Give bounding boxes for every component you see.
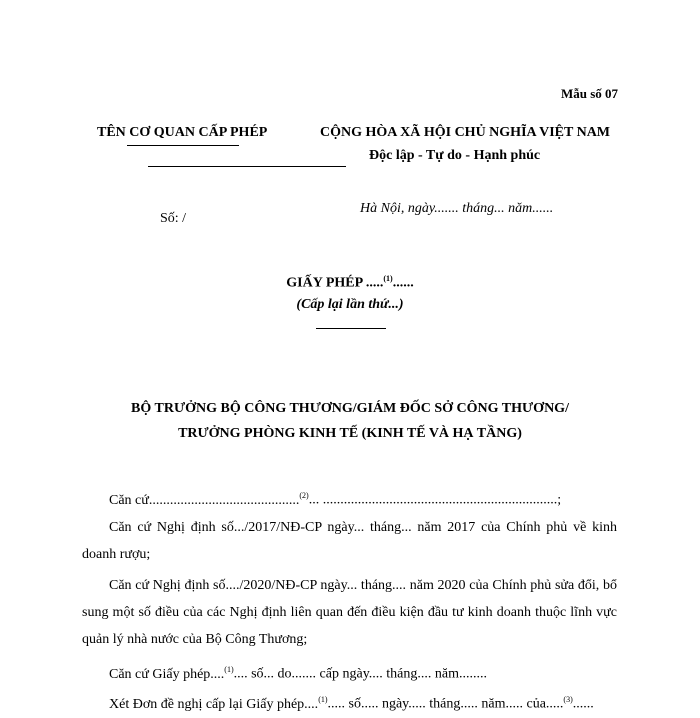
consideration-paragraph: [82, 686, 617, 718]
basis-paragraph-1: [82, 482, 617, 514]
p3-text: Căn cứ Nghị định số..../2020/NĐ-CP ngày... tháng.... năm 2020 của Chính phủ sửa đổi, bổ sung một số điều của các Nghị định liên quan đến điều kiện đầu tư kinh doanh thuộc lĩnh vực quản lý nhà nước của Bộ Công Thương;: [82, 578, 617, 647]
title-text: GIẤY PHÉP .....: [286, 275, 384, 291]
document-title: [0, 274, 700, 292]
p5-text-c: ......: [572, 696, 594, 712]
p5-footnote-2: (3): [563, 695, 573, 704]
p1-text-b: ... ...................................................................;: [308, 492, 562, 508]
title-footnote: (1): [383, 274, 393, 283]
national-motto: Độc lập - Tự do - Hạnh phúc: [369, 148, 541, 163]
basis-paragraph-2: [82, 514, 617, 568]
document-subtitle: (Cấp lại lần thứ...): [296, 297, 404, 312]
title-suffix: ......: [392, 275, 414, 291]
agency-rule: [148, 166, 346, 167]
p2-text: Căn cứ Nghị định số.../2017/NĐ-CP ngày... tháng... năm 2017 của Chính phủ về kinh doanh rượu;: [82, 520, 617, 562]
authority-line-1: BỘ TRƯỞNG BỘ CÔNG THƯƠNG/GIÁM ĐỐC SỞ CÔNG THƯƠNG/: [131, 401, 569, 416]
agency-underline: [127, 145, 239, 146]
issuing-authority: [0, 396, 700, 446]
document-number: Số: /: [160, 211, 187, 226]
p1-footnote: (2): [299, 491, 309, 500]
p5-text-a: Xét Đơn đề nghị cấp lại Giấy phép....: [109, 696, 319, 712]
basis-paragraph-3: [82, 572, 617, 653]
title-rule: [316, 328, 386, 329]
p5-text-b: ..... số..... ngày..... tháng..... năm..... của.....: [327, 696, 564, 712]
p4-text-a: Căn cứ Giấy phép....: [109, 666, 225, 682]
p1-text-a: Căn cứ...........................................: [109, 492, 300, 508]
authority-line-2: TRƯỞNG PHÒNG KINH TẾ (KINH TẾ VÀ HẠ TẦNG): [178, 426, 522, 441]
agency-name: TÊN CƠ QUAN CẤP PHÉP: [97, 125, 268, 140]
p5-footnote: (1): [318, 695, 328, 704]
country-name: CỘNG HÒA XÃ HỘI CHỦ NGHĨA VIỆT NAM: [320, 125, 611, 140]
p4-footnote: (1): [224, 665, 234, 674]
basis-paragraph-4: [82, 656, 617, 688]
form-number: Mẫu số 07: [560, 86, 618, 101]
p4-text-b: .... số... do....... cấp ngày.... tháng.... năm........: [233, 666, 487, 682]
place-date: Hà Nội, ngày....... tháng... năm......: [360, 201, 554, 216]
